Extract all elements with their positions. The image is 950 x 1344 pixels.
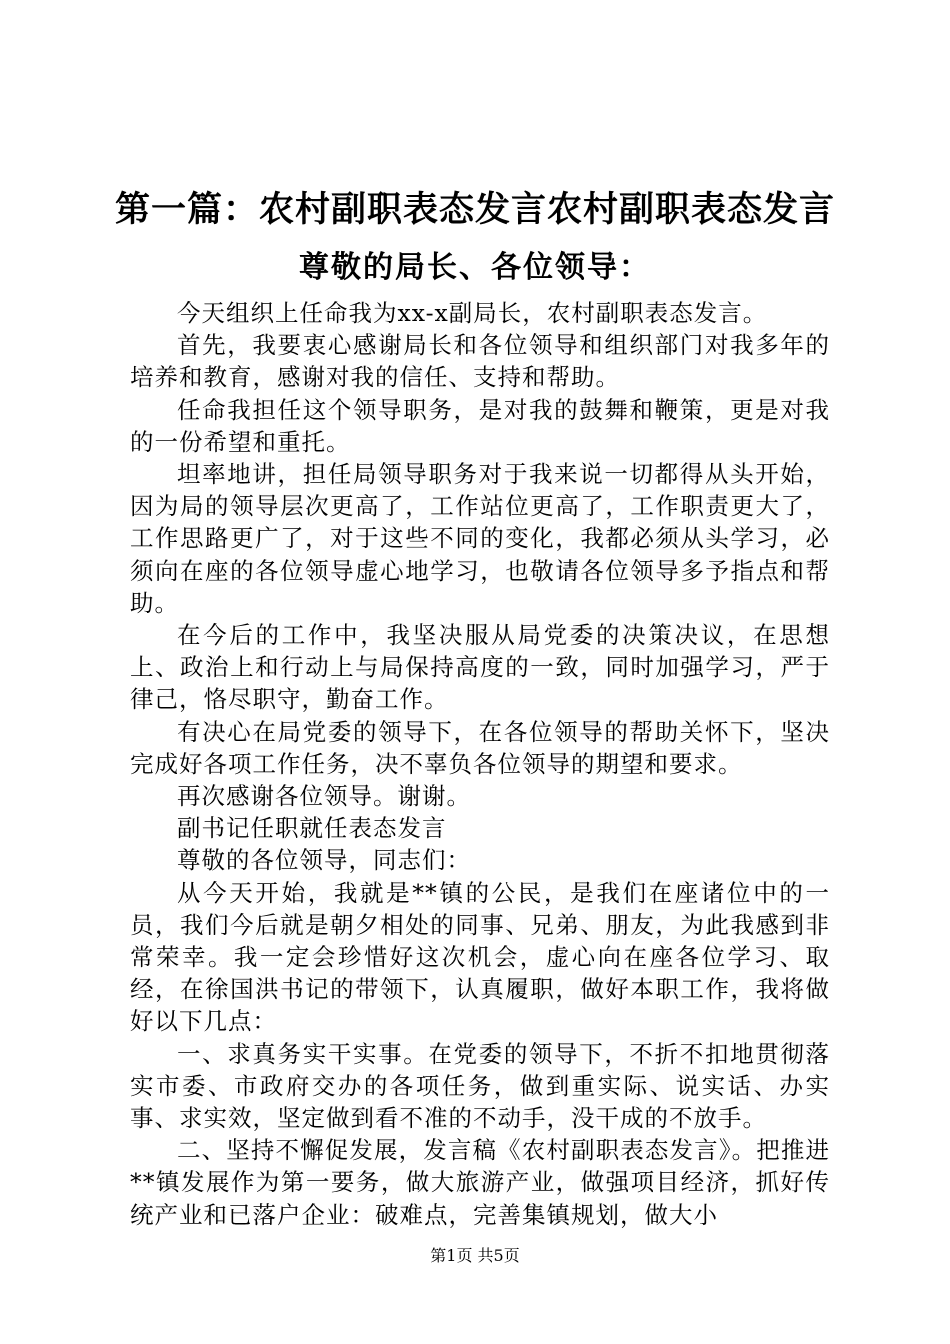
page-number-footer: 第1页 共5页 [430,1246,520,1265]
paragraph: 在今后的工作中，我坚决服从局党委的决策决议，在思想上、政治上和行动上与局保持高度的一致，同时加强学习，严于律己，恪尽职守，勤奋工作。 [130,621,830,714]
paragraph: 尊敬的各位领导，同志们： [177,846,471,875]
paragraph: 二、坚持不懈促发展，发言稿《农村副职表态发言》。把推进**镇发展作为第一要务，做大旅游产业，做强项目经济，抓好传统产业和已落户企业：破难点，完善集镇规划，做大小 [130,1136,830,1229]
paragraph: 一、求真务实干实事。在党委的领导下，不折不扣地贯彻落实市委、市政府交办的各项任务，做到重实际、说实话、办实事、求实效，坚定做到看不准的不动手，没干成的不放手。 [130,1039,830,1133]
paragraph: 从今天开始，我就是**镇的公民，是我们在座诸位中的一员，我们今后就是朝夕相处的同事、兄弟、朋友，为此我感到非常荣幸。我一定会珍惜好这次机会，虚心向在座各位学习、取经，在徐国洪书记的带领下，认真履职，做好本职工作，我将做好以下几点： [130,878,830,1036]
document-subtitle: 尊敬的局长、各位领导： [299,250,651,285]
paragraph: 有决心在局党委的领导下，在各位领导的帮助关怀下，坚决完成好各项工作任务，决不辜负各位领导的期望和要求。 [130,717,830,778]
document-body [130,297,830,1231]
paragraph: 坦率地讲，担任局领导职务对于我来说一切都得从头开始，因为局的领导层次更高了，工作站位更高了，工作职责更大了，工作思路更广了，对于这些不同的变化，我都必须从头学习，必须向在座的各位领导虚心地学习，也敬请各位领导多予指点和帮助。 [130,460,830,617]
paragraph: 再次感谢各位领导。谢谢。 [177,782,471,811]
paragraph: 任命我担任这个领导职务，是对我的鼓舞和鞭策，更是对我的一份希望和重托。 [130,395,830,456]
paragraph: 首先，我要衷心感谢局长和各位领导和组织部门对我多年的培养和教育，感谢对我的信任、支持和帮助。 [130,331,830,392]
paragraph: 今天组织上任命我为xx-x副局长，农村副职表态发言。 [177,299,768,327]
document-title: 第一篇：农村副职表态发言农村副职表态发言 [114,189,835,230]
paragraph: 副书记任职就任表态发言 [177,814,447,843]
